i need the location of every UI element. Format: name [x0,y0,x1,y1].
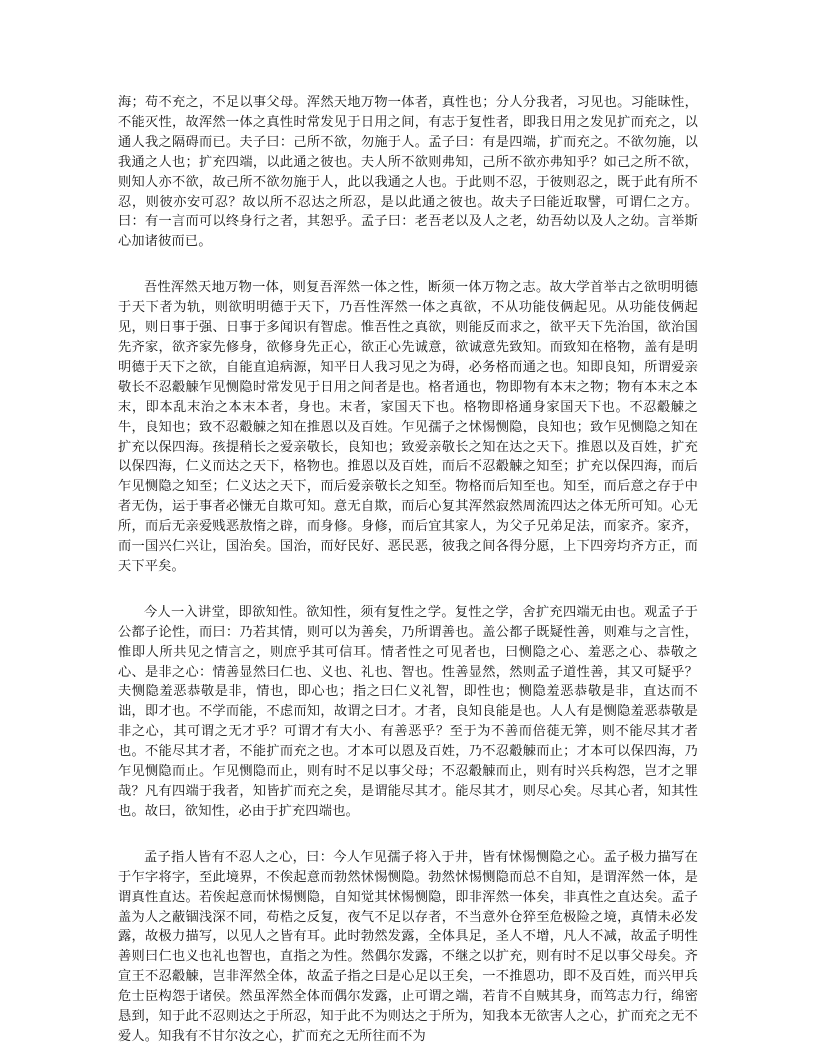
paragraph-gap [118,822,698,848]
paragraph-gap [118,577,698,603]
paragraph-2: 吾性浑然天地万物一体，则复吾浑然一体之性，断须一体万物之志。故大学首举古之欲明明德于天下者为轨，则欲明明德于天下，乃吾性浑然一体之真欲，不从功能伎俩起见。从功能伎俩起见，则日事于强、日事于多闻识有智虑。惟吾性之真欲，则能反而求之，欲平天下先治国，欲治国先齐家，欲齐家先修身，欲修身先正心，欲正心先诚意，欲诚意先致知。而致知在格物，盖有是明明德于天下之欲，自能直追病源，知平日人我习见之为碍，必务格而通之也。知即良知，所谓爱亲敬长不忍觳觫乍见恻隐时常发见于日用之间者是也。格者通也，物即物有本末之物；物有本末之本末，即本乱末治之本末本者，身也。末者，家国天下也。格物即格通身家国天下也。不忍觳觫之牛，良知也；致不忍觳觫之知在推恩以及百姓。乍见孺子之怵惕恻隐，良知也；致乍见恻隐之知在扩充以保四海。孩提稍长之爱亲敬长，良知也；致爱亲敬长之知在达之天下。推恩以及百姓，扩充以保四海，仁义而达之天下，格物也。推恩以及百姓，而后不忍觳觫之知至；扩充以保四海，而后乍见恻隐之知至；仁义达之天下，而后爱亲敬长之知至。物格而后知至也。知至，而后意之存于中者无伪，运于事者必慊无自欺可知。意无自欺，而后心复其浑然寂然周流四达之体无所可知。心无所，而后无亲爱贱恶敖惰之辟，而身修。身修，而后宜其家人，为父子兄弟足法，而家齐。家齐，而一国兴仁兴让，国治矣。国治，而好民好、恶民恶，彼我之间各得分愿，上下四旁均齐方正，而天下平矣。 [118,280,698,574]
paragraph-gap [118,252,698,278]
paragraph-4: 孟子指人皆有不忍人之心，曰：今人乍见孺子将入于井，皆有怵惕恻隐之心。孟子极力描写在于乍字将字，至此境界，不俟起意而勃然怵惕恻隐。勃然怵惕恻隐而总不自知，是谓浑然一体，是谓真性直达。若俟起意而怵惕恻隐，自知觉其怵惕恻隐，即非浑然一体矣，非真性之直达矣。孟子盖为人之蔽锢浅深不同，苟梏之反复，夜气不足以存者，不当意外仓猝至危极险之境，真情未必发露，故极力描写，以见人之皆有耳。此时勃然发露，全体具足，圣人不增，凡人不减，故孟子明性善则曰仁也义也礼也智也，直指之为性。然偶尔发露，不继之以扩充，则有时不足以事父母矣。齐宣王不忍觳觫，岂非浑然全体，故孟子指之曰是心足以王矣，一不推恩功，即不及百姓，而兴甲兵危士臣构怨于诸侯。然虽浑然全体而偶尔发露，止可谓之端，若肯不自贼其身，而笃志力行，绵密恳到，知于此不忍则达之于所忍，知于此不为则达之于所为，知我本无欲害人之心，扩而充之无不爱人。知我有不甘尔汝之心，扩而充之无所往而不为 [118,849,698,1044]
paragraph-1: 海；苟不充之，不足以事父母。浑然天地万物一体者，真性也；分人分我者，习见也。习能昧性，不能灭性，故浑然一体之真性时常发见于日用之间，有志于复性者，即我日用之发见扩而充之，以通人我之隔碍而已。夫子曰：己所不欲，勿施于人。孟子曰：有是四端，扩而充之。不欲勿施，以我通之人也；扩充四端，以此通之彼也。夫人所不欲则弗知，己所不欲亦弗知乎？如己之所不欲，则知人亦不欲，故己所不欲勿施于人，此以我通之人也。于此则不忍，于彼则忍之，既于此有所不忍，则彼亦安可忍？故以所不忍达之所忍，是以此通之彼也。故夫子曰能近取譬，可谓仁之方。曰：有一言而可以终身行之者，其恕乎。孟子曰：老吾老以及人之老，幼吾幼以及人之幼。言举斯心加诸彼而已。 [118,95,698,250]
paragraph-3: 今人一入讲堂，即欲知性。欲知性，须有复性之学。复性之学，舍扩充四端无由也。观孟子于公都子论性，而曰：乃若其情，则可以为善矣，乃所谓善也。盖公都子既疑性善，则难与之言性，惟即人所共见之情言之，则庶乎其可信耳。情者性之可见者也，曰恻隐之心、羞恶之心、恭敬之心、是非之心：情善显然曰仁也、义也、礼也、智也。性善显然，然则孟子道性善，其又可疑乎？夫恻隐羞恶恭敬是非，情也，即心也；指之曰仁义礼智，即性也；恻隐羞恶恭敬是非，直达而不诎，即才也。不学而能，不虑而知，故谓之曰才。才者，良知良能是也。人人有是恻隐羞恶恭敬是非之心，其可谓之无才乎？可谓才有大小、有善恶乎？至于为不善而倍蓰无筭，则不能尽其才者也。不能尽其才者，不能扩而充之也。才本可以恩及百姓，乃不忍觳觫而止；才本可以保四海，乃乍见恻隐而止。乍见恻隐而止，则有时不足以事父母；不忍觳觫而止，则有时兴兵构怨，岂才之罪哉？凡有四端于我者，知皆扩而充之矣，是谓能尽其才。能尽其才，则尽心矣。尽其心者，知其性也。故曰，欲知性，必由于扩充四端也。 [118,604,698,819]
document-page [118,93,698,1047]
